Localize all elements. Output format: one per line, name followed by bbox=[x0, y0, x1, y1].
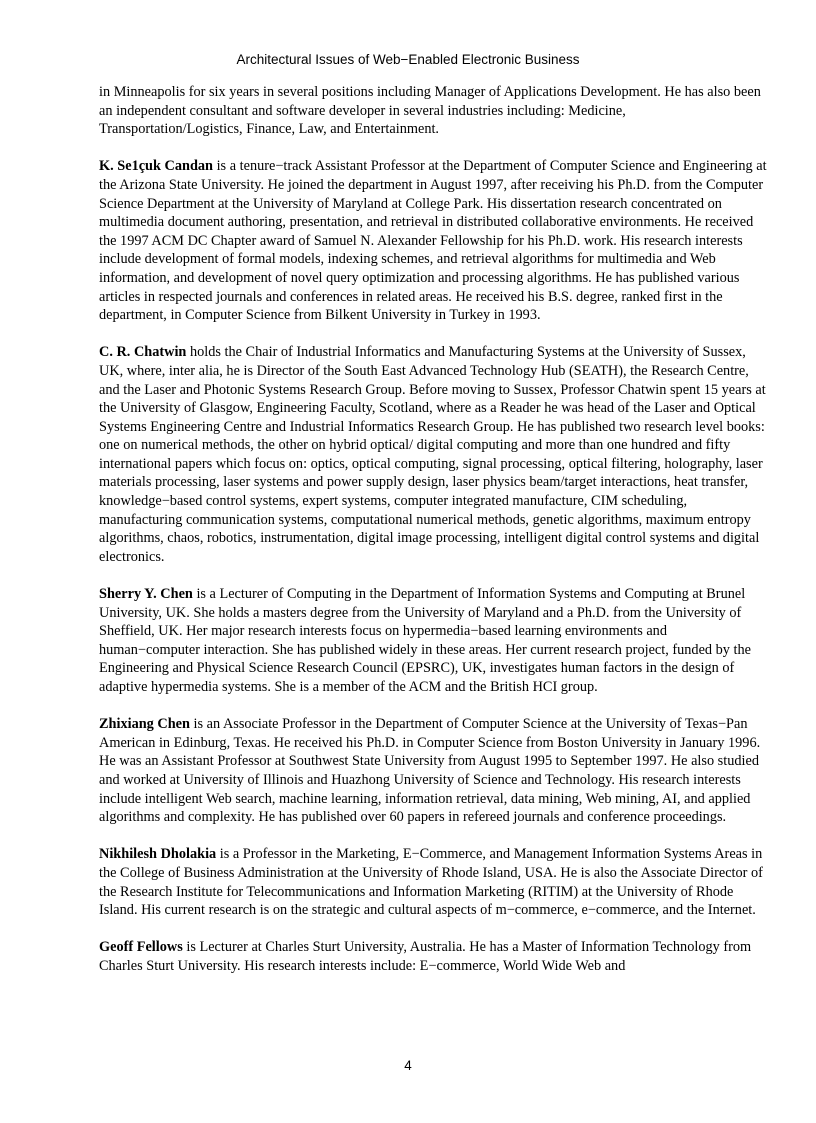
bio-text: is an Associate Professor in the Department of Computer Science at the University of Texas−Pan American in Edinburg, Texas. He received his Ph.D. in Computer Science from Boston University in January 1996. He was an Assistant Professor at Southwest State University from August 1995 to September 1997. He also studied and worked at University of Illinois and Huazhong University of Science and Technology. His research interests include intelligent Web search, machine learning, information retrieval, data mining, Web mining, AI, and applied algorithms and complexity. He has published over 60 papers in refereed journals and conference proceedings. bbox=[99, 716, 761, 826]
bio-text: is a Lecturer of Computing in the Department of Information Systems and Computing at Brunel University, UK. She holds a masters degree from the University of Maryland and a Ph.D. from the University of Sheffield, UK. Her major research interests focus on hypermedia−based learning environments and human−computer interaction. She has published widely in these areas. Her current research project, funded by the Engineering and Physical Science Research Council (EPSRC), UK, investigates human factors in the design of adaptive hypermedia systems. She is a member of the ACM and the British HCI group. bbox=[99, 586, 751, 695]
bio-text: holds the Chair of Industrial Informatics and Manufacturing Systems at the University of Sussex, UK, where, inter alia, he is Director of the South East Advanced Technology Hub (SEATH), the Research Centre, and the Laser and Photonic Systems Research Group. Before moving to Sussex, Professor Chatwin spent 15 years at the University of Glasgow, Engineering Faculty, Scotland, where as a Reader he was head of the Laser and Optical Systems Engineering Centre and Industrial Informatics Research Group. He has published two research level books: one on numerical methods, the other on hybrid optical/ digital computing and more than one hundred and fifty international papers which focus on: optics, optical computing, signal processing, optical filtering, holography, laser materials processing, laser systems and power supply design, laser physics beam/target interactions, heat transfer, knowledge−based control systems, expert systems, computer integrated manufacture, CIM scheduling, manufacturing communication systems, computational numerical methods, genetic algorithms, maximum entropy algorithms, chaos, robotics, instrumentation, digital image processing, intelligent digital control systems and digital electronics. bbox=[99, 344, 766, 565]
bio-paragraph bbox=[99, 715, 771, 827]
biography-section bbox=[99, 83, 771, 994]
bio-paragraph bbox=[99, 585, 771, 697]
bio-text: is a Professor in the Marketing, E−Commerce, and Management Information Systems Areas in the College of Business Administration at the University of Rhode Island, USA. He is also the Associate Director of the Research Institute for Telecommunications and Information Marketing (RITIM) at the University of Rhode Island. His current research is on the strategic and cultural aspects of m−commerce, e−commerce, and the Internet. bbox=[99, 846, 763, 919]
bio-name: Sherry Y. Chen bbox=[99, 586, 193, 603]
bio-name: Nikhilesh Dholakia bbox=[99, 846, 217, 863]
bio-text: in Minneapolis for six years in several positions including Manager of Applications Development. He has also been an independent consultant and software developer in several industries including: Medicine, Transportation/Logistics, Finance, Law, and Entertainment. bbox=[99, 84, 761, 138]
bio-name: K. Se1çuk Candan bbox=[99, 158, 214, 175]
bio-paragraph bbox=[99, 845, 771, 919]
bio-paragraph bbox=[99, 157, 771, 324]
running-header: Architectural Issues of Web−Enabled Electronic Business bbox=[236, 52, 580, 67]
bio-name: Zhixiang Chen bbox=[99, 716, 190, 733]
bio-name: Geoff Fellows bbox=[99, 939, 183, 956]
bio-name: C. R. Chatwin bbox=[99, 344, 187, 361]
bio-text: is a tenure−track Assistant Professor at the Department of Computer Science and Engineering at the Arizona State University. He joined the department in August 1997, after receiving his Ph.D. from the Computer Science Department at the University of Maryland at College Park. His dissertation research concentrated on multimedia document authoring, presentation, and retrieval in distributed collaborative environments. He received the 1997 ACM DC Chapter award of Samuel N. Alexander Fellowship for his Ph.D. work. His research interests include development of formal models, indexing schemes, and retrieval algorithms for multimedia and Web information, and development of novel query optimization and processing algorithms. He has published various articles in respected journals and conferences in related areas. He received his B.S. degree, ranked first in the department, in Computer Science from Bilkent University in Turkey in 1993. bbox=[99, 158, 767, 324]
bio-paragraph bbox=[99, 343, 771, 566]
bio-paragraph-continued bbox=[99, 83, 771, 139]
bio-text: is Lecturer at Charles Sturt University, Australia. He has a Master of Information Technology from Charles Sturt University. His research interests include: E−commerce, World Wide Web and bbox=[99, 939, 752, 974]
bio-paragraph bbox=[99, 938, 771, 975]
page-number: 4 bbox=[404, 1058, 412, 1073]
